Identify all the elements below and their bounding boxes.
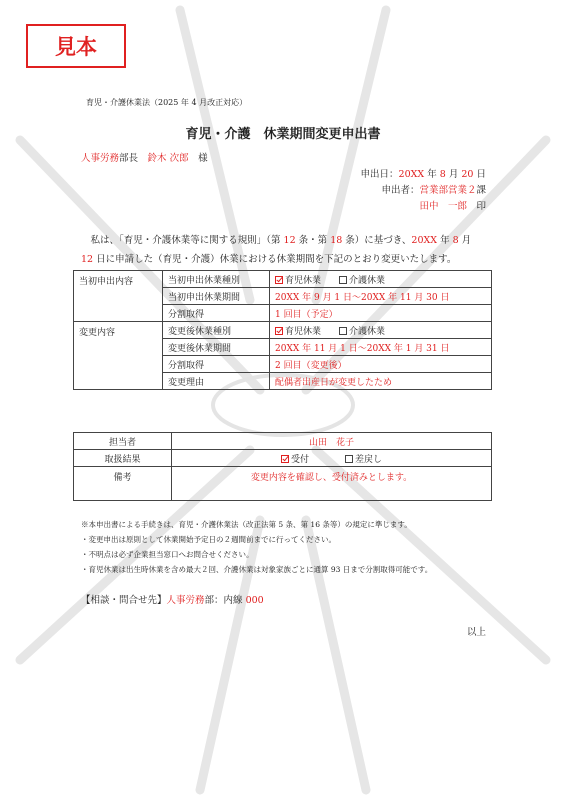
staff-name: 山田 花子 (172, 433, 492, 450)
note-item: ・変更申出は原則として休業開始予定日の２週間前までに行ってください。 (81, 535, 336, 544)
checked-box-icon[interactable] (281, 455, 289, 463)
note-item: ・不明点は必ず企業担当窓口へお問合せください。 (81, 550, 254, 559)
group-label-original: 当初申出内容 (74, 271, 163, 322)
original-split-value: 1 回目（予定） (270, 305, 492, 322)
checked-box-icon[interactable] (275, 327, 283, 335)
notes-list (81, 517, 432, 577)
table-row: 分割取得 2 回目（変更後） (74, 356, 492, 373)
original-type-options: 育児休業 介護休業 (270, 271, 492, 288)
original-period-value: 20XX 年 9 月 1 日～20XX 年 11 月 30 日 (270, 288, 492, 305)
note-item: ・育児休業は出生時休業を含め最大２回、介護休業は対象家族ごとに通算 93 日まで分割取得可能です。 (81, 565, 433, 574)
law-note: 育児・介護休業法（2025 年 4 月改正対応） (86, 98, 248, 107)
table-row: 分割取得 1 回目（予定） (74, 305, 492, 322)
unchecked-box-icon[interactable] (339, 276, 347, 284)
submit-date: 申出日：20XX 年 8 月 20 日 (360, 169, 486, 180)
table-row: 変更理由 配偶者出産日が変更したため (74, 373, 492, 390)
closing-text: 以上 (466, 627, 486, 638)
note-item: ※本申出書による手続きは、育児・介護休業法（改正法第 5 条、第 16 条等）の規定に準じます。 (81, 520, 412, 529)
addressee-role: 部長 (119, 153, 139, 164)
leave-period-table (73, 270, 492, 390)
table-row: 当初申出内容 当初申出休業種別 育児休業 介護休業 (74, 271, 492, 288)
group-label-changed: 変更内容 (74, 322, 163, 390)
table-row: 取扱結果 受付 差戻し (74, 450, 492, 467)
addressee (81, 150, 208, 164)
processing-table (73, 432, 492, 501)
addressee-name: 鈴木 次郎 (147, 153, 189, 164)
document-title: 育児・介護 休業期間変更申出書 (185, 127, 381, 142)
table-row: 担当者 山田 花子 (74, 433, 492, 450)
addressee-honorific: 様 (198, 153, 208, 164)
applicant-dept: 申出者：営業部営業２課 (381, 185, 486, 196)
changed-split-value: 2 回目（変更後） (270, 356, 492, 373)
addressee-dept: 人事労務 (81, 153, 120, 164)
result-options: 受付 差戻し (172, 450, 492, 467)
table-row: 変更後休業期間 20XX 年 11 月 1 日～20XX 年 1 月 31 日 (74, 339, 492, 356)
checked-box-icon[interactable] (275, 276, 283, 284)
table-row: 変更内容 変更後休業種別 育児休業 介護休業 (74, 322, 492, 339)
remarks-value: 変更内容を確認し、受付済みとします。 (172, 467, 492, 501)
seal-mark: 印 (476, 201, 486, 212)
changed-period-value: 20XX 年 11 月 1 日～20XX 年 1 月 31 日 (270, 339, 492, 356)
sample-stamp: 見本 (26, 24, 126, 68)
applicant-name: 田中 一郎 印 (419, 201, 486, 212)
body-paragraph: 私は、「育児・介護休業等に関する規則」（第 12 条・第 18 条）に基づき、20XX 年 8 月 12 日に申請した（育児・介護）休業における休業期間を下記のとおり変更いたします。 (81, 235, 472, 265)
changed-type-options: 育児休業 介護休業 (270, 322, 492, 339)
table-row: 当初申出休業期間 20XX 年 9 月 1 日～20XX 年 11 月 30 日 (74, 288, 492, 305)
unchecked-box-icon[interactable] (345, 455, 353, 463)
table-row: 備考 変更内容を確認し、受付済みとします。 (74, 467, 492, 501)
change-reason-value: 配偶者出産日が変更したため (270, 373, 492, 390)
contact-info: 【相談・問合せ先】人事労務部：内線 000 (81, 595, 264, 606)
unchecked-box-icon[interactable] (339, 327, 347, 335)
